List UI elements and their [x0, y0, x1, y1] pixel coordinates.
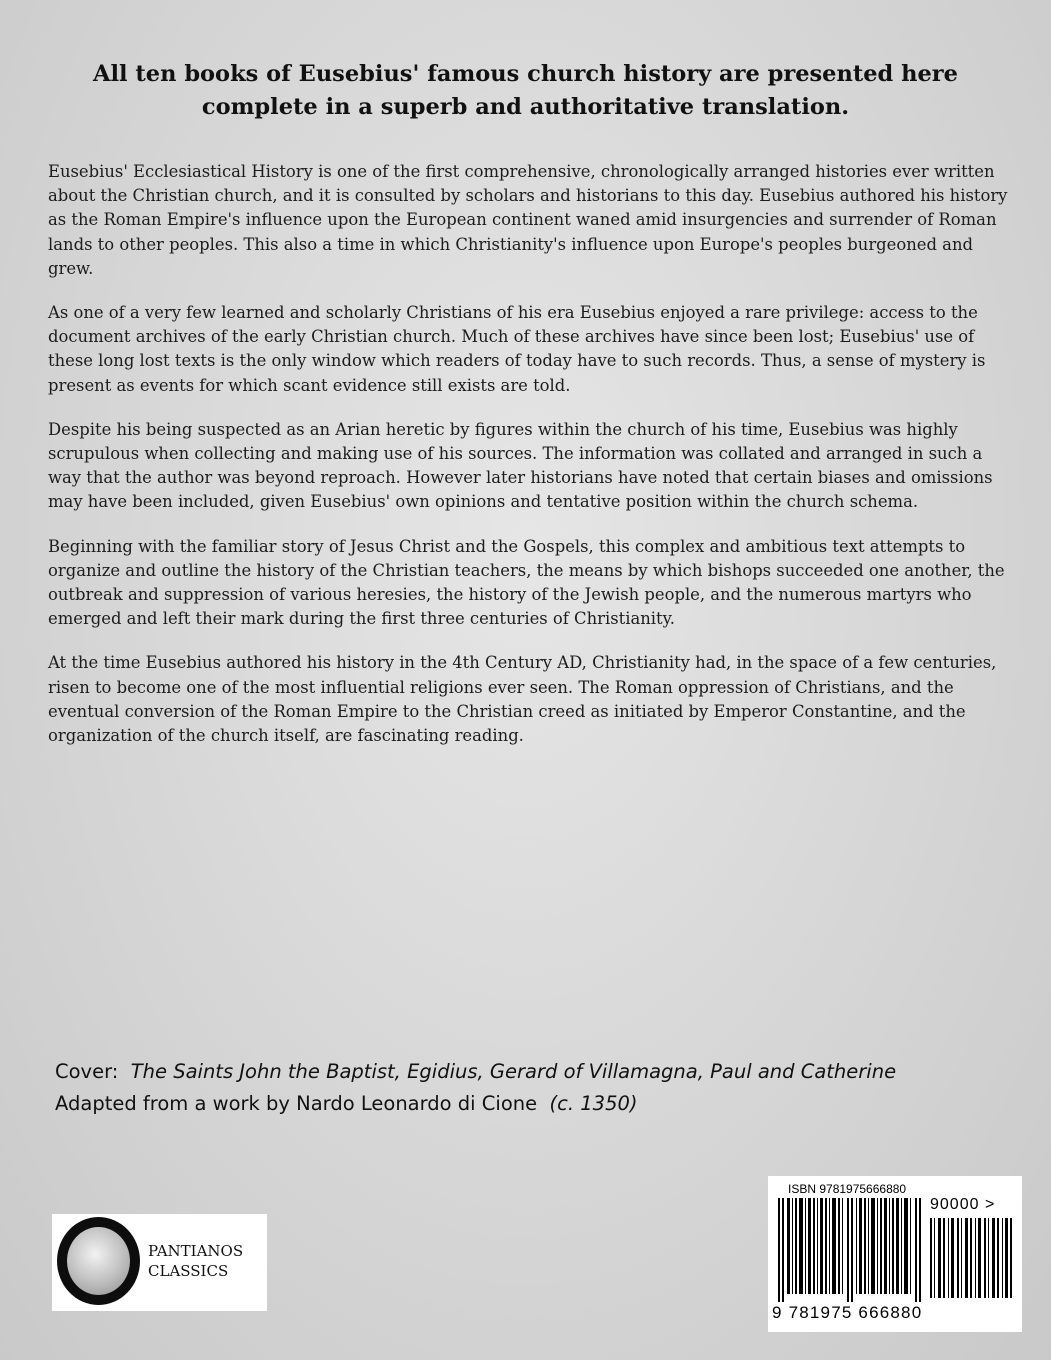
- description-paragraph-2: As one of a very few learned and scholarly Christians of his era Eusebius enjoyed a rare privilege: access to the document archives of the early Christian church. Much of these archives have since been lost; Eusebius' use of these long lost texts is the only window which readers of today have to such records. Thus, a sense of mystery is present as events for which scant evidence still exists are told.: [48, 303, 986, 395]
- price-barcode-bars-icon: [930, 1218, 1014, 1298]
- cover-credit-line-1: [55, 1056, 1015, 1088]
- description-paragraph-4: Beginning with the familiar story of Jesus Christ and the Gospels, this complex and ambitious text attempts to organize and outline the history of the Christian teachers, the means by which bishops succeeded one another, the outbreak and suppression of various heresies, the history of the Jewish people, and the numerous martyrs who emerged and left their mark during the first three centuries of Christianity.: [48, 536, 1005, 629]
- cover-credit-line-2: [55, 1088, 1015, 1120]
- price-code: 90000 >: [930, 1196, 996, 1213]
- publisher-name-line-2: CLASSICS: [148, 1262, 229, 1280]
- cover-label: Cover:: [55, 1060, 119, 1083]
- publisher-name: [148, 1241, 243, 1281]
- publisher-logo: [52, 1214, 267, 1311]
- cover-adapted-from: Adapted from a work by Nardo Leonardo di Cione: [55, 1092, 538, 1115]
- isbn-label: ISBN 9781975666880: [788, 1182, 907, 1196]
- barcode-bars-icon: [778, 1198, 923, 1302]
- publisher-name-line-1: PANTIANOS: [148, 1242, 244, 1260]
- description-paragraph-3: Despite his being suspected as an Arian heretic by figures within the church of his time, Eusebius was highly scrupulous when collecting and making use of his sources. The information was collated and arranged in such a way that the author was beyond reproach. However later historians have noted that certain biases and omissions may have been included, given Eusebius' own opinions and tentative position within the church schema.: [48, 419, 993, 512]
- description-body: [48, 160, 1018, 768]
- isbn-barcode: [768, 1176, 1022, 1332]
- headline: [40, 58, 1011, 124]
- cover-artwork-date: (c. 1350): [549, 1092, 638, 1115]
- headline-line-1: All ten books of Eusebius' famous church history are presented here: [93, 61, 958, 87]
- cover-artwork-title: The Saints John the Baptist, Egidius, Gerard of Villamagna, Paul and Catherine: [130, 1060, 897, 1083]
- isbn-digits: 9 781975 666880: [772, 1303, 923, 1322]
- headline-line-2: complete in a superb and authoritative translation.: [201, 94, 850, 120]
- coin-icon: [57, 1217, 140, 1305]
- cover-credit: [55, 1056, 1015, 1120]
- description-paragraph-1: Eusebius' Ecclesiastical History is one of the first comprehensive, chronologically arranged histories ever written about the Christian church, and it is consulted by scholars and historians to this day. Eusebius authored his history as the Roman Empire's influence upon the European continent waned amid insurgencies and surrender of Roman lands to other peoples. This also a time in which Christianity's influence upon Europe's peoples burgeoned and grew.: [48, 162, 1008, 278]
- description-paragraph-5: At the time Eusebius authored his history in the 4th Century AD, Christianity had, in the space of a few centuries, risen to become one of the most influential religions ever seen. The Roman oppression of Christians, and the eventual conversion of the Roman Empire to the Christian creed as initiated by Emperor Constantine, and the organization of the church itself, are fascinating reading.: [48, 653, 997, 746]
